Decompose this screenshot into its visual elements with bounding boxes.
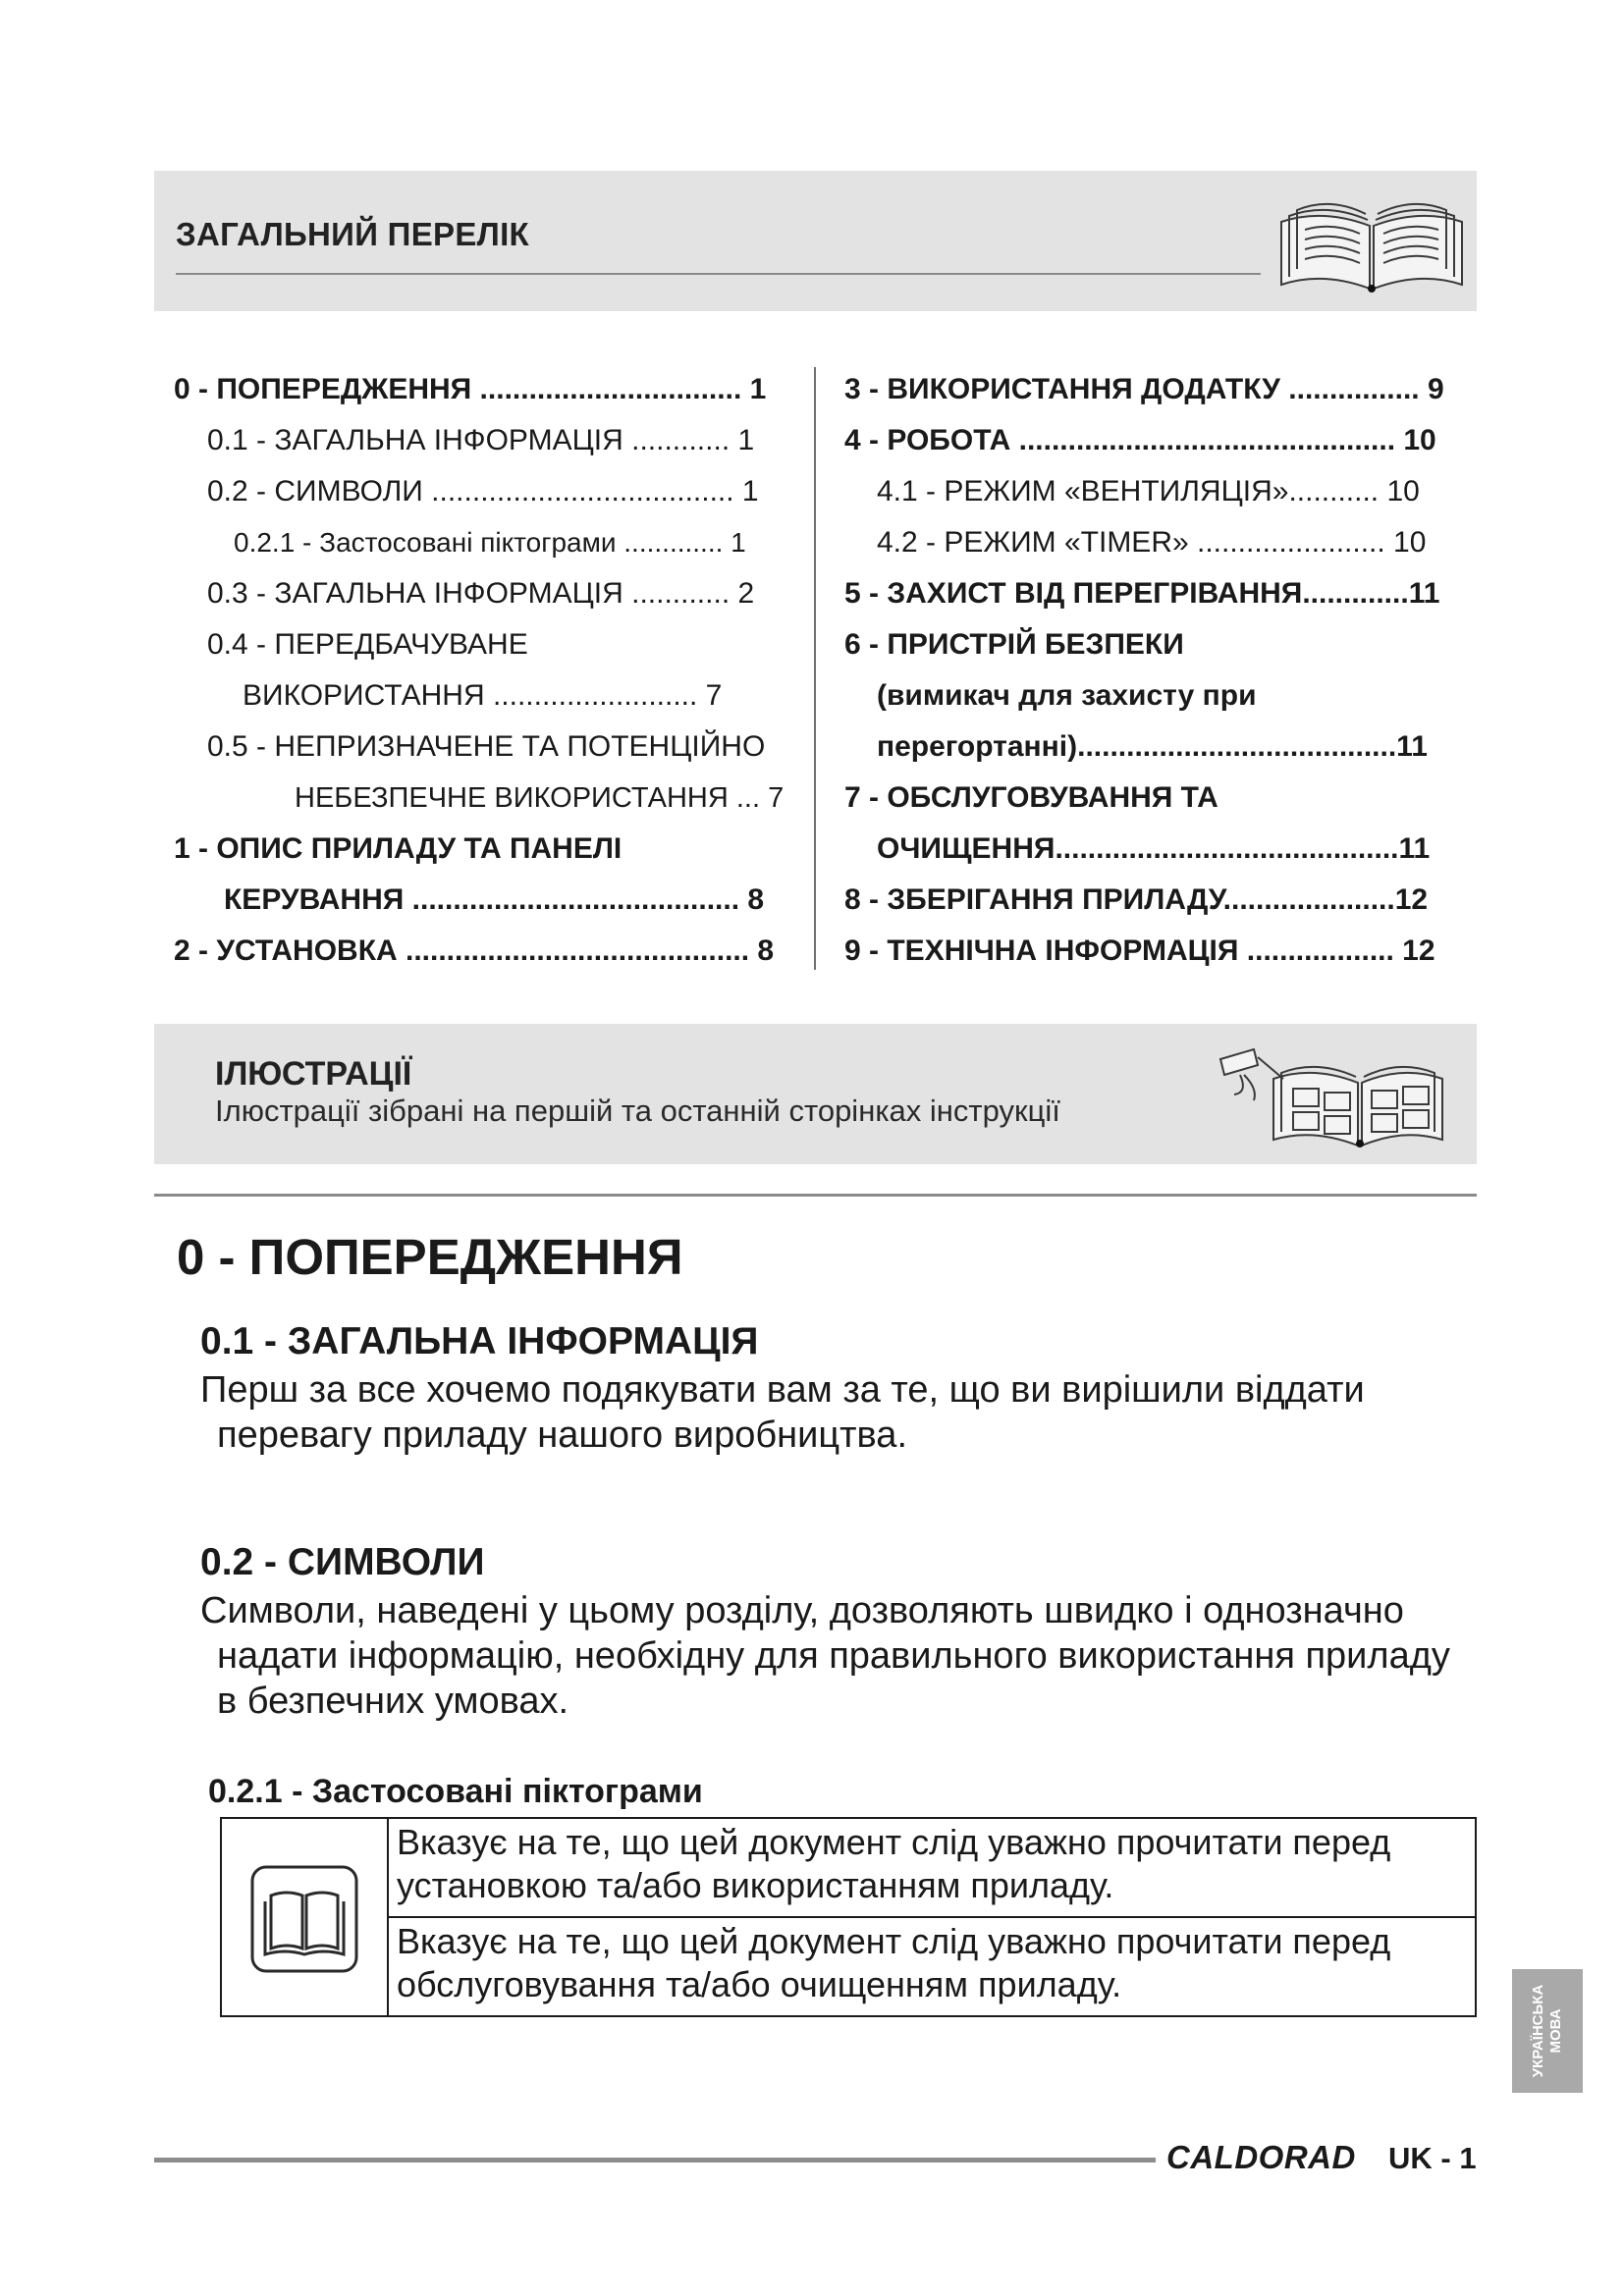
section-0-2-heading: 0.2 - СИМВОЛИ [200, 1541, 485, 1583]
pictogram-row-divider [387, 1916, 1475, 1918]
paragraph-line: перевагу приладу нашого виробництва. [217, 1415, 907, 1456]
toc-title: ЗАГАЛЬНИЙ ПЕРЕЛІК [176, 216, 529, 252]
section-0-heading: 0 - ПОПЕРЕДЖЕННЯ [177, 1229, 683, 1285]
pictogram-row-line: установкою та/або використанням приладу. [397, 1865, 1114, 1905]
section-0-1-heading: 0.1 - ЗАГАЛЬНА ІНФОРМАЦІЯ [200, 1320, 759, 1362]
language-tab-line: МОВА [1547, 2008, 1564, 2054]
paragraph-line: в безпечних умовах. [217, 1681, 569, 1722]
toc-item-8[interactable]: 8 - ЗБЕРІГАННЯ ПРИЛАДУ.....................12 [844, 883, 1429, 916]
illustrations-title: ІЛЮСТРАЦІЇ [215, 1055, 412, 1093]
toc-item-4[interactable]: 4 - РОБОТА .............................................. 10 [844, 424, 1436, 456]
toc-item-0-5-cont[interactable]: НЕБЕЗПЕЧНЕ ВИКОРИСТАННЯ ... 7 [295, 782, 785, 814]
toc-item-7-cont[interactable]: ОЧИЩЕННЯ..........................................11 [877, 832, 1431, 865]
language-tab[interactable] [1512, 1969, 1583, 2093]
section-0-1-text [200, 1367, 1545, 1458]
toc-item-0[interactable]: 0 - ПОПЕРЕДЖЕННЯ ................................ 1 [174, 373, 767, 405]
footer-brand: CALDORAD [1166, 2139, 1356, 2175]
illustrations-band [154, 1024, 1477, 1164]
pictogram-table [220, 1817, 1477, 2017]
toc-item-1[interactable]: 1 - ОПИС ПРИЛАДУ ТА ПАНЕЛІ [174, 832, 623, 865]
toc-item-0-5[interactable]: 0.5 - НЕПРИЗНАЧЕНЕ ТА ПОТЕНЦІЙНО [207, 730, 766, 763]
toc-item-6-cont2[interactable]: перегортанні).......................................11 [877, 730, 1428, 763]
paragraph-line: Символи, наведені у цьому розділу, дозволяють швидко і однозначно [200, 1590, 1404, 1631]
toc-item-5[interactable]: 5 - ЗАХИСТ ВІД ПЕРЕГРІВАННЯ.............11 [844, 577, 1440, 610]
toc-item-7[interactable]: 7 - ОБСЛУГОВУВАННЯ ТА [844, 781, 1218, 814]
pictogram-row-line: Вказує на те, що цей документ слід уважно прочитати перед [397, 1921, 1391, 1961]
section-0-2-1-heading: 0.2.1 - Застосовані піктограми [208, 1773, 703, 1810]
toc-item-0-3[interactable]: 0.3 - ЗАГАЛЬНА ІНФОРМАЦІЯ ............ 2 [207, 577, 755, 610]
toc-item-1-cont[interactable]: КЕРУВАННЯ ........................................ 8 [224, 883, 765, 916]
language-tab-line: УКРАЇНСЬКА [1530, 1984, 1546, 2078]
section-0-2-text [200, 1588, 1545, 1724]
toc-item-6[interactable]: 6 - ПРИСТРІЙ БЕЗПЕКИ [844, 628, 1184, 661]
footer-rule [154, 2158, 1156, 2163]
toc-item-0-2-1[interactable]: 0.2.1 - Застосовані піктограми ............. 1 [234, 527, 746, 558]
paragraph-line: надати інформацію, необхідну для правильного використання приладу [217, 1635, 1450, 1677]
toc-header-band [154, 171, 1477, 311]
toc-item-3[interactable]: 3 - ВИКОРИСТАННЯ ДОДАТКУ ................ 9 [844, 373, 1444, 405]
toc-item-0-4-cont[interactable]: ВИКОРИСТАННЯ ......................... 7 [243, 679, 723, 712]
pictogram-row-2 [397, 1920, 1477, 2006]
pictogram-icon-cell [222, 1819, 389, 2015]
paragraph-line: Перш за все хочемо подякувати вам за те, що ви вирішили віддати [200, 1369, 1365, 1411]
open-book-icon [1273, 183, 1470, 296]
toc-item-0-4[interactable]: 0.4 - ПЕРЕДБАЧУВАНЕ [207, 628, 528, 661]
toc-item-9[interactable]: 9 - ТЕХНІЧНА ІНФОРМАЦІЯ .................. 12 [844, 934, 1435, 967]
illustrations-rule [154, 1194, 1477, 1197]
toc-header-rule [176, 273, 1261, 275]
toc-item-0-1[interactable]: 0.1 - ЗАГАЛЬНА ІНФОРМАЦІЯ ............ 1 [207, 424, 755, 456]
toc-item-4-2[interactable]: 4.2 - РЕЖИМ «TIMER» ....................... 10 [877, 526, 1427, 559]
toc-column-divider [814, 367, 816, 970]
pictogram-row-line: обслуговування та/або очищенням приладу. [397, 1964, 1122, 2004]
toc-item-2[interactable]: 2 - УСТАНОВКА .......................................... 8 [174, 934, 775, 967]
pictogram-row-1 [397, 1821, 1477, 1907]
language-tab-label [1530, 1985, 1565, 2078]
toc-item-0-2[interactable]: 0.2 - СИМВОЛИ ..................................... 1 [207, 475, 759, 507]
illustrations-description: Ілюстрації зібрані на першій та останній сторінках інструкції [215, 1094, 1060, 1128]
page-number: UK - 1 [1388, 2141, 1477, 2175]
illustrated-book-icon [1215, 1036, 1450, 1151]
toc-item-6-cont[interactable]: (вимикач для захисту при [877, 679, 1257, 712]
manual-book-icon [249, 1864, 359, 1974]
pictogram-row-line: Вказує на те, що цей документ слід уважно прочитати перед [397, 1822, 1391, 1862]
toc-item-4-1[interactable]: 4.1 - РЕЖИМ «ВЕНТИЛЯЦІЯ»........... 10 [877, 475, 1420, 507]
